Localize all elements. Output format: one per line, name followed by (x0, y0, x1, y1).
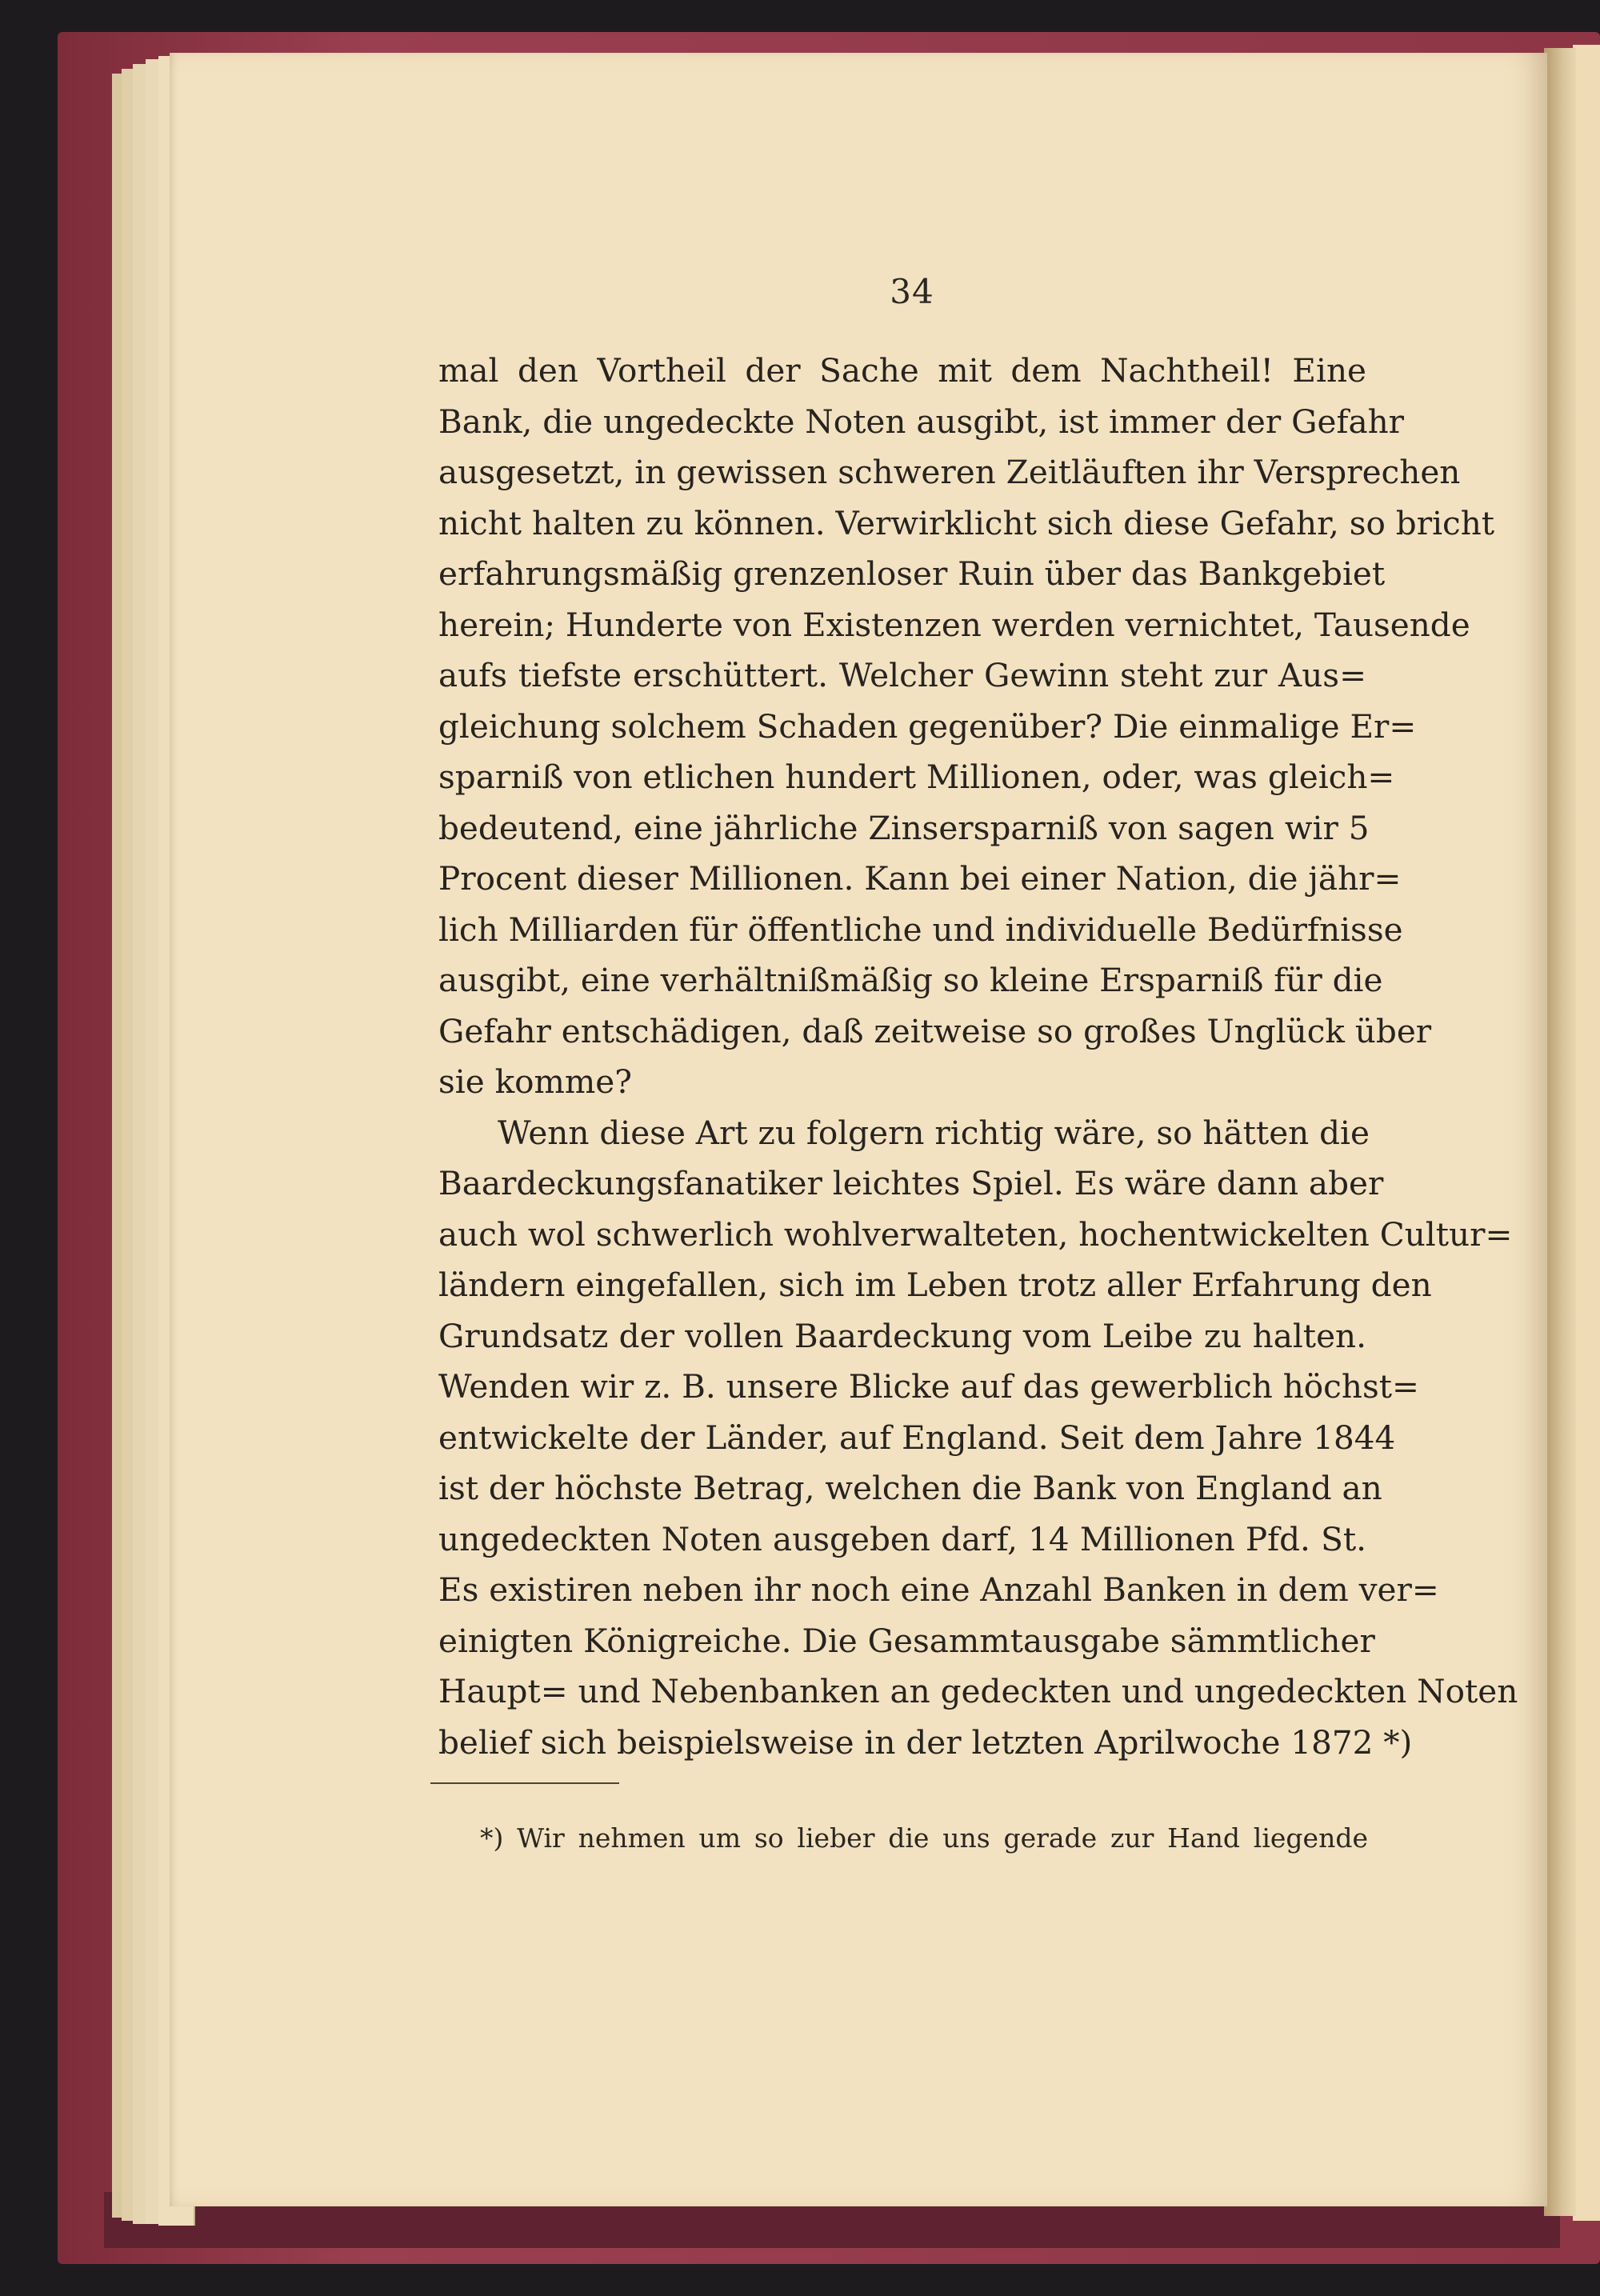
text-line: entwickelte der Länder, auf England. Seit dem Jahre 1844 (438, 1418, 1396, 1457)
text-line: Grundsatz der vollen Baardeckung vom Leibe zu halten. (438, 1316, 1366, 1355)
text-line: gleichung solchem Schaden gegenüber? Die einmalige Er= (438, 706, 1417, 746)
text-line: Bank, die ungedeckte Noten ausgibt, ist immer der Gefahr (438, 402, 1405, 441)
footnote-rule (430, 1782, 619, 1784)
text-line: ungedeckten Noten ausgeben darf, 14 Millionen Pfd. St. (438, 1519, 1366, 1558)
text-line: ausgibt, eine verhältnißmäßig so kleine Ersparniß für die (438, 961, 1383, 999)
text-line: Es existiren neben ihr noch eine Anzahl Banken in dem ver= (438, 1570, 1439, 1609)
text-line: Haupt= und Nebenbanken an gedeckten und ungedeckten Noten (438, 1672, 1518, 1710)
text-line: sparniß von etlichen hundert Millionen, oder, was gleich= (438, 758, 1395, 796)
text-line: lich Milliarden für öffentliche und individuelle Bedürfnisse (438, 910, 1403, 949)
text-line: einigten Königreiche. Die Gesammtausgabe sämmtlicher (438, 1621, 1375, 1660)
text-line: bedeutend, eine jährliche Zinsersparniß von sagen wir 5 (438, 808, 1370, 847)
text-line: ausgesetzt, in gewissen schweren Zeitläuften ihr Versprechen (438, 453, 1461, 491)
text-line: Baardeckungsfanatiker leichtes Spiel. Es wäre dann aber (438, 1164, 1384, 1202)
text-line: ist der höchste Betrag, welchen die Bank von England an (438, 1469, 1382, 1507)
text-line: nicht halten zu können. Verwirklicht sich diese Gefahr, so bricht (438, 503, 1495, 542)
book-gutter (1544, 48, 1576, 2216)
body-text (438, 346, 1518, 1768)
text-line: aufs tiefste erschüttert. Welcher Gewinn steht zur Aus= (438, 656, 1366, 694)
footnote: *) Wir nehmen um so lieber die uns gerade zur Hand liegende (480, 1822, 1368, 1854)
text-line: herein; Hunderte von Existenzen werden vernichtet, Tausende (438, 605, 1470, 644)
text-line: Wenden wir z. B. unsere Blicke auf das gewerblich höchst= (438, 1367, 1419, 1406)
text-line: Wenn diese Art zu folgern richtig wäre, so hätten die (498, 1113, 1370, 1152)
page-number: 34 (890, 272, 934, 311)
text-line: ländern eingefallen, sich im Leben trotz aller Erfahrung den (438, 1266, 1432, 1304)
text-line: mal den Vortheil der Sache mit dem Nachtheil! Eine (438, 351, 1366, 390)
text-line: Procent dieser Millionen. Kann bei einer Nation, die jähr= (438, 859, 1402, 898)
text-line: erfahrungsmäßig grenzenloser Ruin über das Bankgebiet (438, 554, 1386, 593)
text-line: auch wol schwerlich wohlverwalteten, hochentwickelten Cultur= (438, 1214, 1513, 1254)
text-line: sie komme? (438, 1062, 632, 1101)
text-line: Gefahr entschädigen, daß zeitweise so großes Unglück über (438, 1011, 1432, 1050)
next-page-edge (1573, 45, 1600, 2221)
text-line: belief sich beispielsweise in der letzten Aprilwoche 1872 *) (438, 1722, 1413, 1762)
